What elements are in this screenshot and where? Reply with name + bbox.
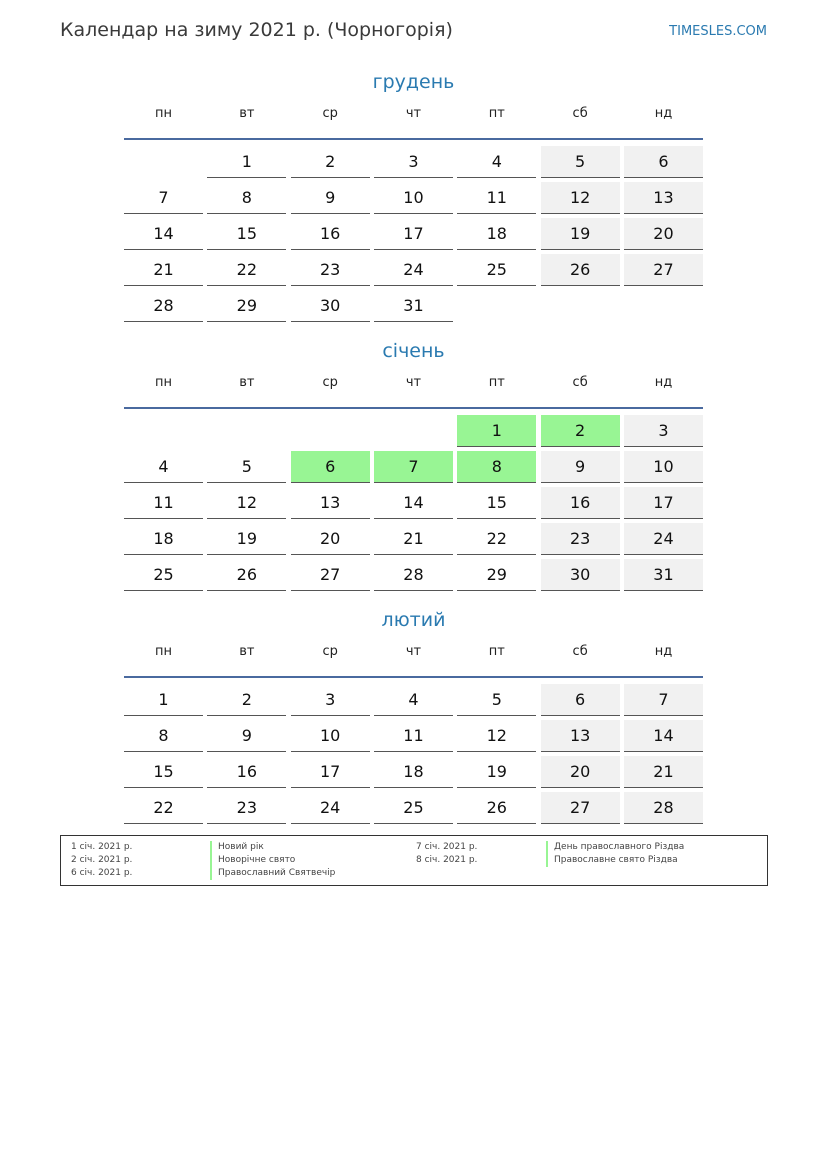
day-cell: 23 <box>291 254 370 286</box>
day-cell: 21 <box>124 254 203 286</box>
day-cell: 23 <box>207 792 286 824</box>
day-cell: 15 <box>457 487 536 519</box>
day-cell: 9 <box>291 182 370 214</box>
weekday-label: пт <box>488 644 505 659</box>
day-cell: 14 <box>374 487 453 519</box>
legend-date: 6 січ. 2021 р. <box>71 868 133 878</box>
day-cell: 15 <box>207 218 286 250</box>
day-cell: 28 <box>124 290 203 322</box>
weekend-day-cell: 27 <box>541 792 620 824</box>
day-cell: 17 <box>374 218 453 250</box>
day-cell: 11 <box>457 182 536 214</box>
weekend-day-cell: 3 <box>624 415 703 447</box>
weekend-day-cell: 23 <box>541 523 620 555</box>
day-cell: 7 <box>124 182 203 214</box>
holiday-day-cell: 2 <box>541 415 620 447</box>
weekday-label: вт <box>239 375 255 390</box>
day-cell: 8 <box>207 182 286 214</box>
weekday-label: нд <box>654 644 673 659</box>
holiday-day-cell: 1 <box>457 415 536 447</box>
day-cell: 30 <box>291 290 370 322</box>
weekend-day-cell: 12 <box>541 182 620 214</box>
weekday-label: сб <box>572 644 588 659</box>
empty-day-cell <box>374 415 453 447</box>
weekend-day-cell: 27 <box>624 254 703 286</box>
legend-holiday-name: Новорічне свято <box>210 854 295 867</box>
week-row <box>124 557 703 593</box>
day-cell: 4 <box>374 684 453 716</box>
day-cell: 12 <box>457 720 536 752</box>
legend-holiday-name: Православний Святвечір <box>210 867 335 880</box>
week-row <box>124 144 703 180</box>
day-cell: 1 <box>124 684 203 716</box>
holiday-day-cell: 8 <box>457 451 536 483</box>
day-grid <box>124 144 703 324</box>
weekend-day-cell: 21 <box>624 756 703 788</box>
weekend-day-cell: 24 <box>624 523 703 555</box>
month-february <box>124 606 703 826</box>
legend-date: 7 січ. 2021 р. <box>416 842 478 852</box>
weekend-day-cell: 30 <box>541 559 620 591</box>
day-cell: 11 <box>124 487 203 519</box>
holiday-day-cell: 6 <box>291 451 370 483</box>
day-cell: 22 <box>124 792 203 824</box>
weekend-day-cell: 31 <box>624 559 703 591</box>
weekday-label: ср <box>322 644 338 659</box>
legend-date: 1 січ. 2021 р. <box>71 842 133 852</box>
holiday-day-cell: 7 <box>374 451 453 483</box>
legend-holiday-name: Новий рік <box>210 841 264 854</box>
empty-day-cell <box>124 146 203 178</box>
empty-day-cell <box>124 415 203 447</box>
holiday-legend <box>60 835 768 886</box>
weekday-label: пн <box>155 644 172 659</box>
empty-day-cell <box>624 290 703 322</box>
day-cell: 26 <box>207 559 286 591</box>
day-cell: 28 <box>374 559 453 591</box>
weekday-label: нд <box>654 375 673 390</box>
day-cell: 18 <box>374 756 453 788</box>
weekday-header-row <box>124 642 703 674</box>
weekend-day-cell: 16 <box>541 487 620 519</box>
day-cell: 9 <box>207 720 286 752</box>
empty-day-cell <box>291 415 370 447</box>
weekend-day-cell: 5 <box>541 146 620 178</box>
weekend-day-cell: 10 <box>624 451 703 483</box>
week-row <box>124 449 703 485</box>
empty-day-cell <box>541 290 620 322</box>
day-cell: 8 <box>124 720 203 752</box>
day-cell: 16 <box>207 756 286 788</box>
weekday-label: чт <box>405 375 422 390</box>
week-row <box>124 485 703 521</box>
day-cell: 3 <box>291 684 370 716</box>
week-row <box>124 718 703 754</box>
weekday-label: вт <box>239 106 255 121</box>
legend-date: 8 січ. 2021 р. <box>416 855 478 865</box>
header-divider <box>124 407 703 409</box>
site-link[interactable]: TIMESLES.COM <box>669 24 767 39</box>
day-grid <box>124 413 703 593</box>
weekend-day-cell: 13 <box>541 720 620 752</box>
day-cell: 31 <box>374 290 453 322</box>
weekend-day-cell: 14 <box>624 720 703 752</box>
week-row <box>124 216 703 252</box>
day-cell: 16 <box>291 218 370 250</box>
day-cell: 4 <box>124 451 203 483</box>
day-cell: 4 <box>457 146 536 178</box>
legend-holiday-name: День православного Різдва <box>546 841 684 854</box>
day-cell: 18 <box>457 218 536 250</box>
day-cell: 20 <box>291 523 370 555</box>
month-title: лютий <box>381 609 446 631</box>
day-cell: 10 <box>374 182 453 214</box>
legend-date: 2 січ. 2021 р. <box>71 855 133 865</box>
month-january <box>124 337 703 593</box>
day-cell: 2 <box>291 146 370 178</box>
weekend-day-cell: 6 <box>541 684 620 716</box>
month-december <box>124 68 703 324</box>
week-row <box>124 682 703 718</box>
day-cell: 18 <box>124 523 203 555</box>
week-row <box>124 521 703 557</box>
weekend-day-cell: 9 <box>541 451 620 483</box>
weekend-day-cell: 7 <box>624 684 703 716</box>
day-cell: 15 <box>124 756 203 788</box>
weekday-label: пн <box>155 106 172 121</box>
day-cell: 24 <box>374 254 453 286</box>
weekday-label: пт <box>488 106 505 121</box>
legend-holiday-name: Православне свято Різдва <box>546 854 678 867</box>
day-cell: 3 <box>374 146 453 178</box>
weekend-day-cell: 13 <box>624 182 703 214</box>
weekday-label: сб <box>572 106 588 121</box>
weekend-day-cell: 26 <box>541 254 620 286</box>
page-title: Календар на зиму 2021 р. (Чорногорія) <box>60 19 453 41</box>
day-cell: 24 <box>291 792 370 824</box>
day-cell: 5 <box>457 684 536 716</box>
day-cell: 25 <box>457 254 536 286</box>
weekday-label: сб <box>572 375 588 390</box>
weekday-label: пн <box>155 375 172 390</box>
weekday-label: чт <box>405 106 422 121</box>
weekday-label: ср <box>322 106 338 121</box>
day-cell: 22 <box>457 523 536 555</box>
week-row <box>124 288 703 324</box>
day-cell: 11 <box>374 720 453 752</box>
weekend-day-cell: 20 <box>541 756 620 788</box>
day-cell: 10 <box>291 720 370 752</box>
week-row <box>124 180 703 216</box>
weekday-header-row <box>124 373 703 405</box>
weekday-label: вт <box>239 644 255 659</box>
weekday-label: чт <box>405 644 422 659</box>
weekend-day-cell: 6 <box>624 146 703 178</box>
day-cell: 25 <box>374 792 453 824</box>
day-grid <box>124 682 703 826</box>
day-cell: 27 <box>291 559 370 591</box>
day-cell: 21 <box>374 523 453 555</box>
weekday-label: нд <box>654 106 673 121</box>
week-row <box>124 413 703 449</box>
day-cell: 29 <box>457 559 536 591</box>
weekend-day-cell: 20 <box>624 218 703 250</box>
weekend-day-cell: 28 <box>624 792 703 824</box>
weekend-day-cell: 17 <box>624 487 703 519</box>
day-cell: 25 <box>124 559 203 591</box>
weekday-label: ср <box>322 375 338 390</box>
header-divider <box>124 676 703 678</box>
day-cell: 2 <box>207 684 286 716</box>
day-cell: 14 <box>124 218 203 250</box>
day-cell: 13 <box>291 487 370 519</box>
weekday-label: пт <box>488 375 505 390</box>
day-cell: 19 <box>207 523 286 555</box>
day-cell: 17 <box>291 756 370 788</box>
weekend-day-cell: 19 <box>541 218 620 250</box>
day-cell: 22 <box>207 254 286 286</box>
header-divider <box>124 138 703 140</box>
day-cell: 29 <box>207 290 286 322</box>
weekday-header-row <box>124 104 703 136</box>
week-row <box>124 754 703 790</box>
day-cell: 5 <box>207 451 286 483</box>
day-cell: 19 <box>457 756 536 788</box>
empty-day-cell <box>457 290 536 322</box>
week-row <box>124 252 703 288</box>
day-cell: 12 <box>207 487 286 519</box>
month-title: грудень <box>372 71 455 93</box>
month-title: січень <box>382 340 445 362</box>
day-cell: 1 <box>207 146 286 178</box>
empty-day-cell <box>207 415 286 447</box>
day-cell: 26 <box>457 792 536 824</box>
week-row <box>124 790 703 826</box>
